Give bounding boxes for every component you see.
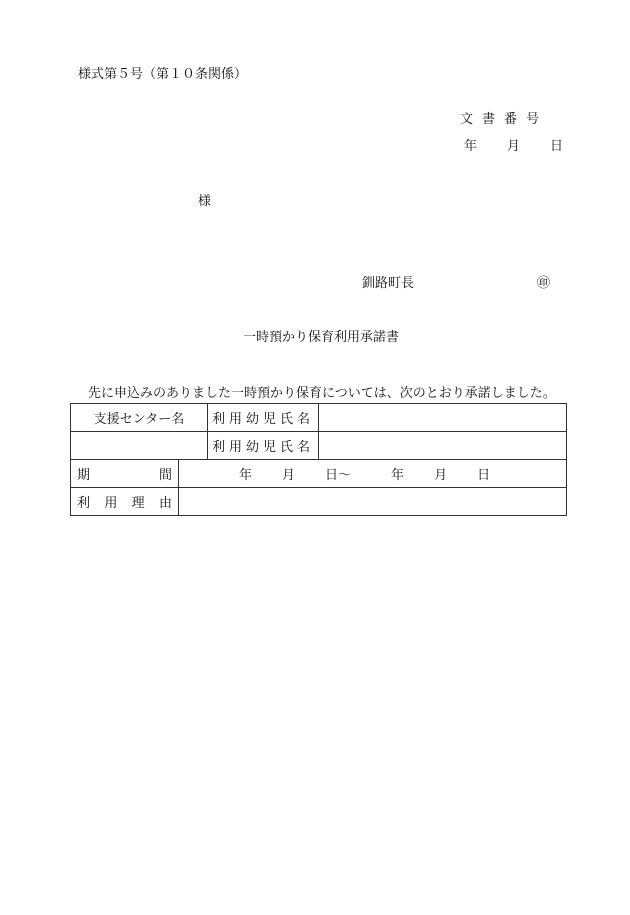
date-day: 日 <box>550 139 564 154</box>
date-year: 年 <box>464 139 478 154</box>
addressee-suffix: 様 <box>198 194 212 209</box>
form-number: 様式第５号（第１０条関係） <box>78 67 248 82</box>
reason-label <box>71 488 179 516</box>
reason-value[interactable] <box>179 488 567 516</box>
seal-mark: ㊞ <box>537 276 551 291</box>
body-text: 先に申込みのありました一時預かり保育については、次のとおり承諾しました。 <box>88 386 556 401</box>
child-name-value[interactable] <box>319 432 567 460</box>
period-label <box>71 460 179 488</box>
reason-label-char: 理 <box>131 496 145 511</box>
table-row <box>71 404 567 432</box>
sender-title: 釧路町長 <box>362 276 415 291</box>
approval-table <box>70 403 567 516</box>
table-row <box>71 488 567 516</box>
reason-label-char: 由 <box>158 496 172 511</box>
center-name-value[interactable] <box>71 432 208 460</box>
child-name-label: 利用幼児氏名 <box>208 432 319 460</box>
period-label-char: 間 <box>158 468 172 483</box>
period-start-year: 年 <box>239 468 253 483</box>
reason-label-char: 用 <box>104 496 118 511</box>
period-value[interactable] <box>179 460 567 488</box>
issue-date <box>464 140 563 153</box>
center-name-label: 支援センター名 <box>71 404 208 432</box>
child-name-value[interactable] <box>319 404 567 432</box>
table-row <box>71 432 567 460</box>
period-start-day: 日～ <box>325 468 352 483</box>
period-label-char: 期 <box>77 468 91 483</box>
period-end-day: 日 <box>477 468 491 483</box>
document-title: 一時預かり保育利用承諾書 <box>243 330 400 345</box>
document-number-label: 文書番号 <box>460 112 549 127</box>
child-name-label: 利用幼児氏名 <box>208 404 319 432</box>
period-start-month: 月 <box>282 468 296 483</box>
table-row <box>71 460 567 488</box>
date-month: 月 <box>507 139 521 154</box>
period-end-month: 月 <box>434 468 448 483</box>
period-end-year: 年 <box>391 468 405 483</box>
reason-label-char: 利 <box>77 496 91 511</box>
